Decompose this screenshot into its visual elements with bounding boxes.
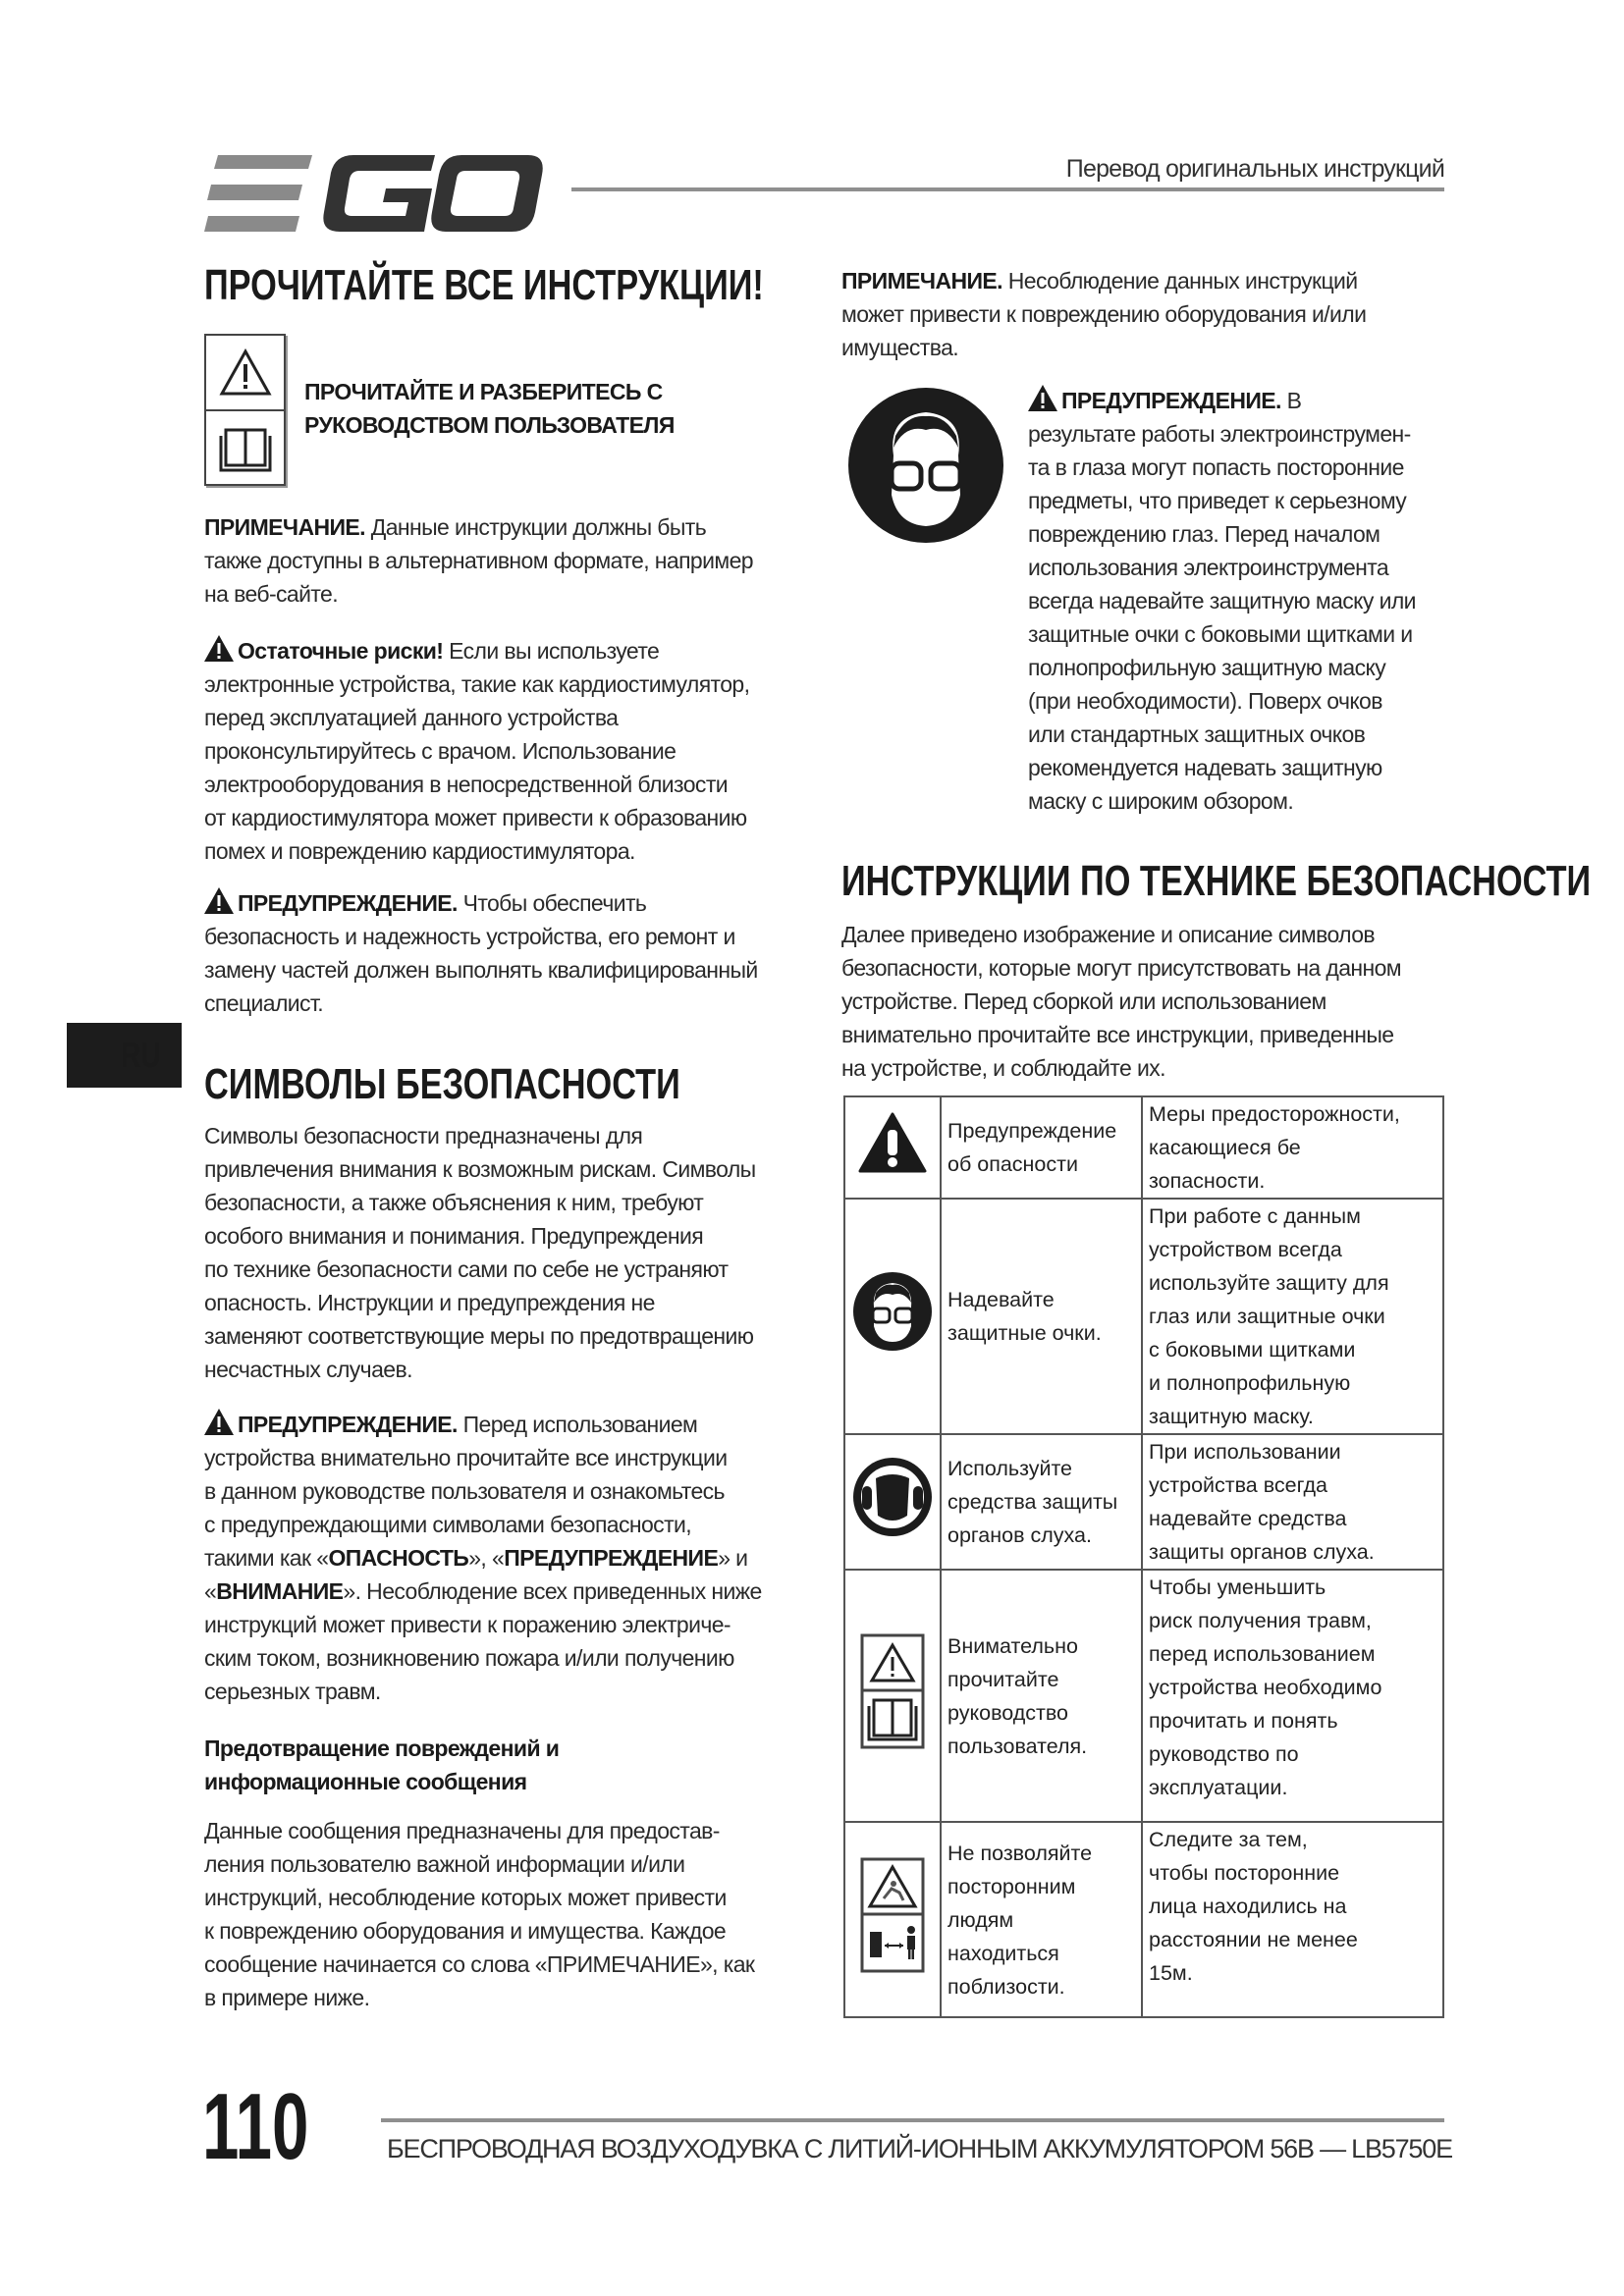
text-segment: », «: [468, 1545, 505, 1571]
text-line: [841, 264, 1366, 297]
text-line: сообщение начинается со слова «ПРИМЕЧАНИЕ», как: [204, 1951, 755, 1977]
symbol-description-cell: [1142, 1096, 1443, 1199]
text-segment: такими как «: [204, 1545, 329, 1571]
book-icon: [206, 409, 284, 485]
symbol-description-cell: [1142, 1822, 1443, 2017]
cell-line: прочитать и понять: [1149, 1709, 1338, 1733]
text-line: безопасности, которые могут присутствовать на данном: [841, 955, 1401, 981]
ear-protection-icon: [844, 1434, 941, 1570]
table-row: [844, 1096, 1443, 1199]
text-line: Далее приведено изображение и описание символов: [841, 922, 1376, 947]
text-line: [204, 1575, 762, 1608]
text-line: [1028, 384, 1416, 417]
text-line: на устройстве, и соблюдайте их.: [841, 1055, 1165, 1081]
read-manual-icon: [844, 1570, 941, 1822]
warning-read-paragraph: [204, 1408, 762, 1708]
bold-text: ПРЕДУПРЕЖДЕНИЕ.: [1061, 388, 1281, 413]
cell-line: устройства всегда: [1149, 1473, 1328, 1497]
cell-line: людям: [947, 1907, 1014, 1932]
cell-line: При использовании: [1149, 1440, 1341, 1464]
cell-line: об опасности: [947, 1152, 1078, 1176]
damage-prevention-subheading: [204, 1732, 559, 1798]
page-number: 110: [202, 2074, 309, 2179]
text-line: [204, 1732, 559, 1765]
cell-line: Не позволяйте: [947, 1841, 1093, 1865]
text-line: предметы, что приведет к серьезному: [1028, 488, 1407, 513]
cell-line: находиться: [947, 1941, 1059, 1965]
warning-repair-paragraph: [204, 886, 758, 1020]
text-line: имущества.: [841, 335, 959, 360]
text-line: на веб-сайте.: [204, 581, 339, 607]
warning-icon: [204, 1412, 238, 1437]
cell-line: При работе с данным: [1149, 1204, 1361, 1228]
text-line: серьезных травм.: [204, 1679, 381, 1704]
symbol-description-cell: [1142, 1199, 1443, 1434]
text-line: заменяют соответствующие меры по предотвращению: [204, 1323, 754, 1349]
table-row: [844, 1570, 1443, 1822]
read-manual-heading: [304, 375, 675, 442]
text-line: привлечения внимания к возможным рискам. Символы: [204, 1156, 756, 1182]
text-line: [204, 634, 749, 667]
cell-line: Внимательно: [947, 1633, 1078, 1658]
bold-text: ПРИМЕЧАНИЕ.: [841, 268, 1002, 294]
symbol-name-cell: [941, 1822, 1142, 2017]
cell-line: зопасности.: [1149, 1169, 1266, 1193]
cell-line: поблизости.: [947, 1974, 1065, 1999]
text-line: [204, 510, 753, 544]
cell-line: эксплуатации.: [1149, 1776, 1288, 1799]
cell-line: руководство по: [1149, 1742, 1299, 1766]
text-line: рекомендуется надевать защитную: [1028, 755, 1382, 780]
footer-product: БЕСПРОВОДНАЯ ВОЗДУХОДУВКА С ЛИТИЙ-ИОННЫМ АККУМУЛЯТОРОМ 56В — LB5750E: [387, 2134, 1452, 2163]
text-line: использования электроинструмента: [1028, 555, 1389, 580]
text-segment: Чтобы обеспечить: [457, 890, 647, 916]
cell-line: защитную маску.: [1149, 1405, 1314, 1428]
cell-line: Следите за тем,: [1149, 1828, 1308, 1851]
text-line: от кардиостимулятора может привести к образованию: [204, 805, 747, 830]
text-line: защитные очки с боковыми щитками и: [1028, 621, 1413, 647]
text-segment: Перед использованием: [457, 1412, 698, 1437]
text-line: РУКОВОДСТВОМ ПОЛЬЗОВАТЕЛЯ: [304, 412, 675, 438]
text-line: Символы безопасности предназначены для: [204, 1123, 643, 1148]
cell-line: пользователя.: [947, 1734, 1088, 1758]
text-line: та в глаза могут попасть посторонние: [1028, 454, 1404, 480]
text-line: [204, 886, 758, 920]
footer-rule: [381, 2118, 1444, 2122]
text-line: устройства внимательно прочитайте все инструкции: [204, 1445, 728, 1470]
cell-line: перед использованием: [1149, 1642, 1376, 1666]
cell-line: устройства необходимо: [1149, 1676, 1382, 1699]
text-line: помех и повреждению кардиостимулятора.: [204, 838, 635, 864]
read-manual-symbol: [204, 334, 286, 486]
text-line: проконсультируйтесь с врачом. Использование: [204, 738, 677, 764]
safety-symbols-title: СИМВОЛЫ БЕЗОПАСНОСТИ: [204, 1060, 680, 1108]
cell-line: расстоянии не менее: [1149, 1928, 1358, 1951]
text-line: безопасности, а также объяснения к ним, требуют: [204, 1190, 704, 1215]
text-line: ления пользователю важной информации и/или: [204, 1851, 685, 1877]
text-segment: ». Несоблюдение всех приведенных ниже: [343, 1578, 762, 1604]
note-damage-paragraph: [841, 264, 1366, 364]
ego-logo: [204, 155, 543, 232]
language-tab: RU: [67, 1023, 182, 1088]
text-line: устройстве. Перед сборкой или использованием: [841, 988, 1326, 1014]
cell-line: прочитайте: [947, 1667, 1059, 1691]
text-line: особого внимания и понимания. Предупреждения: [204, 1223, 704, 1249]
cell-line: 15м.: [1149, 1961, 1193, 1985]
header-subtitle: Перевод оригинальных инструкций: [1065, 155, 1444, 183]
symbol-description-cell: [1142, 1570, 1443, 1822]
warning-icon: [204, 890, 238, 916]
table-row: [844, 1822, 1443, 2017]
cell-line: лица находились на: [1149, 1895, 1347, 1918]
warning-icon: [1028, 388, 1061, 413]
text-line: специалист.: [204, 990, 324, 1016]
text-line: (при необходимости). Поверх очков: [1028, 688, 1382, 714]
cell-line: Чтобы уменьшить: [1149, 1575, 1326, 1599]
symbol-name-cell: [941, 1199, 1142, 1434]
table-row: [844, 1434, 1443, 1570]
safety-instructions-title: ИНСТРУКЦИИ ПО ТЕХНИКЕ БЕЗОПАСНОСТИ: [841, 857, 1592, 905]
text-segment: Данные инструкции должны быть: [364, 514, 707, 540]
text-line: полнопрофильную защитную маску: [1028, 655, 1386, 680]
text-line: с предупреждающими символами безопасности,: [204, 1512, 692, 1537]
cell-line: руководство: [947, 1700, 1069, 1725]
cell-line: используйте защиту для: [1149, 1271, 1389, 1295]
symbol-name-cell: [941, 1570, 1142, 1822]
symbol-name-cell: [941, 1096, 1142, 1199]
cell-line: средства защиты: [947, 1490, 1118, 1514]
text-line: электрооборудования в непосредственной близости: [204, 772, 728, 797]
read-all-title: ПРОЧИТАЙТЕ ВСЕ ИНСТРУКЦИИ!: [204, 261, 764, 309]
text-line: инструкций, несоблюдение которых может привести: [204, 1885, 727, 1910]
text-segment: «: [204, 1578, 217, 1604]
symbol-name-cell: [941, 1434, 1142, 1570]
text-line: повреждению глаз. Перед началом: [1028, 521, 1380, 547]
text-segment: Если вы используете: [443, 638, 660, 664]
text-line: замену частей должен выполнять квалифицированный: [204, 957, 758, 983]
cell-line: защитные очки.: [947, 1321, 1102, 1345]
cell-line: устройством всегда: [1149, 1238, 1342, 1261]
text-line: инструкций может привести к поражению электриче-: [204, 1612, 731, 1637]
cell-line: надевайте средства: [1149, 1507, 1347, 1530]
text-line: в примере ниже.: [204, 1985, 370, 2010]
keep-bystanders-away-icon: [844, 1822, 941, 2017]
cell-line: посторонним: [947, 1874, 1076, 1898]
cell-line: риск получения травм,: [1149, 1609, 1372, 1632]
text-line: также доступны в альтернативном формате, например: [204, 548, 753, 573]
warning-triangle-outline-icon: [206, 336, 284, 409]
cell-line: чтобы посторонние: [1149, 1861, 1340, 1885]
residual-risks-paragraph: [204, 634, 749, 868]
warning-eyes-paragraph: [1028, 384, 1416, 818]
text-line: ским током, возникновению пожара и/или получению: [204, 1645, 734, 1671]
text-line: всегда надевайте защитную маску или: [1028, 588, 1416, 614]
bold-text: ПРЕДУПРЕЖДЕНИЕ.: [238, 1412, 458, 1437]
cell-line: Используйте: [947, 1457, 1073, 1480]
header-rule: [571, 187, 1444, 191]
warning-icon: [204, 638, 238, 664]
bold-text: информационные сообщения: [204, 1769, 527, 1794]
text-line: по технике безопасности сами по себе не устраняют: [204, 1256, 729, 1282]
bold-text: ВНИМАНИЕ: [216, 1578, 344, 1604]
text-line: внимательно прочитайте все инструкции, приведенные: [841, 1022, 1394, 1047]
text-line: результате работы электроинструмен-: [1028, 421, 1411, 447]
bold-text: ПРЕДУПРЕЖДЕНИЕ.: [238, 890, 458, 916]
table-row: [844, 1199, 1443, 1434]
safety-goggles-icon: [846, 387, 1005, 544]
text-line: электронные устройства, такие как кардиостимулятор,: [204, 671, 750, 697]
text-line: [204, 1765, 559, 1798]
text-segment: Несоблюдение данных инструкций: [1001, 268, 1358, 294]
cell-line: касающиеся бе: [1149, 1136, 1301, 1159]
text-line: перед эксплуатацией данного устройства: [204, 705, 619, 730]
note-paragraph: [204, 510, 753, 611]
text-line: [204, 1408, 762, 1441]
text-segment: В: [1280, 388, 1302, 413]
cell-line: Предупреждение: [947, 1119, 1117, 1143]
cell-line: глаз или защитные очки: [1149, 1305, 1385, 1328]
text-segment: » и: [718, 1545, 748, 1571]
text-line: несчастных случаев.: [204, 1357, 412, 1382]
cell-line: Меры предосторожности,: [1149, 1102, 1400, 1126]
bold-text: ПРИМЕЧАНИЕ.: [204, 514, 365, 540]
cell-line: с боковыми щитками: [1149, 1338, 1356, 1362]
cell-line: и полнопрофильную: [1149, 1371, 1351, 1395]
safety-goggles-icon: [844, 1199, 941, 1434]
warning-triangle-icon: [844, 1096, 941, 1199]
text-line: опасность. Инструкции и предупреждения не: [204, 1290, 655, 1315]
bold-text: ОПАСНОСТЬ: [328, 1545, 469, 1571]
text-line: маску с широким обзором.: [1028, 788, 1294, 814]
cell-line: органов слуха.: [947, 1523, 1092, 1547]
text-line: безопасность и надежность устройства, его ремонт и: [204, 924, 735, 949]
text-line: к повреждению оборудования и имущества. Каждое: [204, 1918, 727, 1944]
safety-instructions-paragraph: [841, 918, 1401, 1085]
text-line: ПРОЧИТАЙТЕ И РАЗБЕРИТЕСЬ С: [304, 379, 663, 404]
bold-text: Остаточные риски!: [238, 638, 444, 664]
text-line: [204, 1541, 762, 1575]
cell-line: защиты органов слуха.: [1149, 1540, 1375, 1564]
text-line: может привести к повреждению оборудования и/или: [841, 301, 1367, 327]
text-line: Данные сообщения предназначены для предостав-: [204, 1818, 720, 1843]
symbol-description-cell: [1142, 1434, 1443, 1570]
text-line: в данном руководстве пользователя и ознакомьтесь: [204, 1478, 725, 1504]
safety-symbols-table: [843, 1095, 1444, 2018]
cell-line: Надевайте: [947, 1288, 1055, 1311]
bold-text: ПРЕДУПРЕЖДЕНИЕ: [504, 1545, 719, 1571]
info-messages-paragraph: [204, 1814, 754, 2014]
bold-text: Предотвращение повреждений и: [204, 1735, 560, 1761]
safety-symbols-paragraph: [204, 1119, 756, 1386]
text-line: или стандартных защитных очков: [1028, 721, 1366, 747]
